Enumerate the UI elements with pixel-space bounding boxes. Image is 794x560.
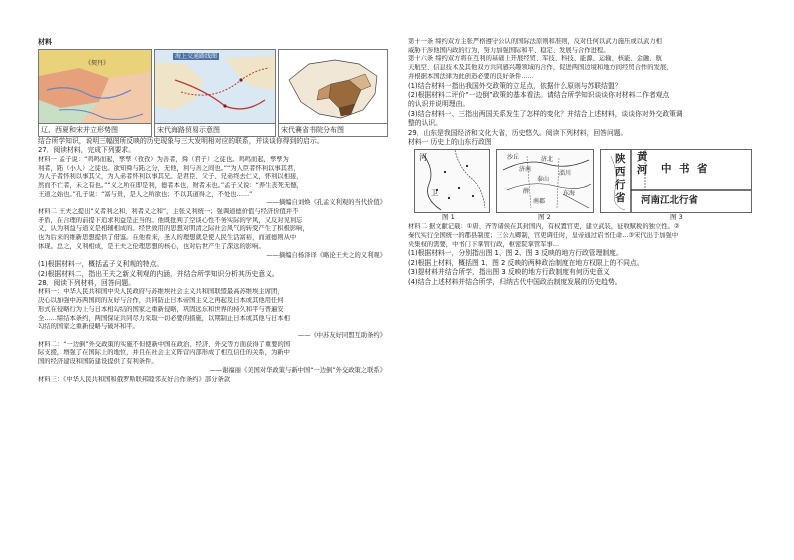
map-fig3-label-river: 河 (637, 164, 648, 177)
q27-material2-line: 材料二 王夫之提出“义者利之和，利者义之和”，主张义利统一；强调道德价值与经济价值并不 (38, 208, 299, 216)
q28-question: 的认识并说明理由。 (408, 100, 470, 109)
q29-material2-line: 秦代实行全国统一的郡县制度；三公九卿制，官吏调任时，皇帝通过诏书任命…③宋代出于加强中 (408, 232, 679, 240)
q27-material1-line: 王道之始也。”孔子说：“富与贵，是人之所欲也；不以其道得之，不处也……” (38, 190, 253, 198)
q28-material1-source: ——《中苏友好同盟互助条约》 (297, 331, 386, 339)
map-fig3-label-river: 黄 (637, 151, 648, 164)
map-fig2-label: 淄川 (559, 170, 572, 178)
figure-map-label: 海上交通路线图 (175, 53, 218, 60)
figure-liao-xixia-song (38, 49, 152, 137)
map-song-maritime-trade (155, 50, 275, 124)
figure-map-label: 《契丹》 (85, 60, 110, 67)
q28-material3-line: 材料三：《中华人民共和国和俄罗斯联邦睦邻友好合作条约》部分条款 (38, 375, 231, 383)
figure-caption: 宋代海路贸易示意图 (155, 123, 275, 136)
map-fig2-label: 南郡 (533, 198, 546, 206)
treaty-line: 威胁干涉他国内政的行为，努力加强国际和平、稳定、发展与合作进程。 (408, 46, 610, 54)
map-fig2-label: 沙丘 (507, 154, 520, 162)
q27-material2-line: 体现。总之，义利相成，是王夫之伦理思想的核心，也对后世产生了深远的影响。 (38, 242, 265, 250)
map-fig3-label-shaanxi: 省 (615, 192, 626, 205)
q29-material2-line: 央集权的需要，中书门下掌管行政，枢密院掌管军事… (408, 240, 560, 248)
q28-question: (3)结合材料一、三指出两国关系发生了怎样的变化？并结合上述材料，谈谈你对外交政策调 (408, 109, 683, 118)
q28-material1-line: 决心以加强中苏两国间的友好与合作，共同防止日本帝国主义之再起及日本或其他用任何 (38, 297, 284, 305)
q29-question: (4)结合上述材料并结合所学，归纳古代中国政治制度发展的历史趋势。 (408, 277, 622, 286)
q28-material1-line: 材料一：中华人民共和国中央人民政府与苏维埃社会主义共和国联盟最高苏维埃主席团， (38, 288, 284, 296)
q29-question: (1)根据材料一，分别指出图 1、图 2、图 3 反映的地方行政管理制度。 (408, 249, 623, 258)
map-fig3-label-henan: 河南江北行省 (641, 195, 699, 207)
q28-material1-line: 全……缔结本条约，两国保证共同尽力采取一切必要的措施，以期制止日本或其他与日本相 (38, 314, 290, 322)
map-fig3-label-shaanxi: 西 (615, 166, 626, 179)
treaty-line: 天航空、信息技术及其他双方共同感兴趣领域的合作，促进两国边境和地方间经贸合作的发展， (408, 64, 673, 72)
map-fig2-label: 济南 (519, 166, 532, 174)
map-fig3-label-shaanxi: 行 (615, 179, 626, 192)
q28-question: 整的认识。 (408, 119, 442, 128)
figure-caption: 宋代賽省书院分布图 (279, 123, 387, 136)
map-fig2-label: 泰山 (537, 176, 550, 184)
figure-song-maritime-trade (154, 49, 276, 137)
map-fig1-label: 河 (419, 153, 427, 163)
q27-material2-line: 也为后来的维新思想提供了借鉴。在他看来，圣人的理想就是使人民生活富裕，而道德则从中 (38, 234, 297, 242)
q28-question: (2)根据材料二评价“一边倒”政策的基本看法。请结合所学知识谈谈你对材料二作者观点 (408, 90, 670, 99)
q28-material1-line: 勾结的国家之重新侵略与破坏和平。 (38, 323, 139, 331)
figure-song-academies (278, 49, 388, 137)
q27-material2-line: 义，认为利益与道义是相辅相成的。经世致用的思想对明清之际社会风气的转变产生了积极影响， (38, 225, 309, 233)
map-fig1-label: 卫 (431, 189, 438, 198)
q29-question: (3)提材料并结合所学，指出图 3 反映的地方行政制度有何历史意义 (408, 268, 610, 277)
q27-material2-source: ——摘编自杨泽译《略论王夫之的义利观》 (266, 251, 386, 259)
q28-intro: 28．阅读下列材料，回答问题。 (38, 279, 136, 288)
q27-material1-line: 利者，跖（小人）之徒也。欲知舜与跖之分，无他，利与善之间也。”“为人臣者怀利以事其君， (38, 164, 300, 172)
q27-material1-source: ——摘编自刘焕《孔孟义利观的当代价值》 (266, 199, 386, 207)
q27-material1-line: 材料一 孟子说：“鸡鸣而起，孳孳（孜孜）为善者，舜（君子）之徒也。鸡鸣而起，孳孳为 (38, 155, 289, 163)
figure-caption: 辽、西夏和宋并立形势图 (39, 123, 151, 136)
map-figure-3 (600, 149, 752, 213)
treaty-line: 第十一条 缔约双方主张严格遵守公认的国际法原则和准则，反对任何以武力施压或以武力相 (408, 38, 662, 45)
q28-question: (1)结合材料一指出我国外交政策的立足点，依据什么原则与苏联结盟？ (408, 81, 622, 90)
map-song-academies (279, 50, 387, 124)
q29-intro: 29．山东是我国经济和文化大省，历史悠久。阅读下列材料，回答问题。 (408, 128, 628, 137)
map-fig2-label: 东海 (563, 190, 576, 198)
q27-question: (2)根据材料二，指出王夫之新义利观的内涵，并结合所学知识分析其历史意义。 (38, 269, 279, 278)
q29-question: (2)根据上材料，概括图 1、图 2 反映的两种政治制度在地方权限上的不同点。 (408, 258, 644, 267)
left-column (38, 38, 386, 384)
map-fig3-label-zhongshu: 省 (697, 163, 708, 176)
q28-material1-line: 形式在侵略行为上与日本相勾结的国家之重新侵略，巩固远东和世界的持久和平与普遍安 (38, 305, 284, 313)
map-figure-2 (496, 149, 594, 213)
map-fig3-label-shaanxi: 陕 (615, 153, 626, 166)
q27-intro: 27．阅读材料，完成下列要求。 (38, 146, 136, 155)
q28-material2-line: 材料二：“一边倒”外交政策的实施不但使新中国在政治、经济、外交等方面获得了重要的国 (38, 340, 291, 348)
map-fig3-label-zhongshu: 书 (679, 163, 690, 176)
figure-row (38, 49, 386, 135)
right-column (408, 38, 758, 287)
map-fig3-label-zhongshu: 中 (661, 163, 672, 176)
q28-material2-line: 国的经济建设和国防建设提供了有利条件。 (38, 358, 158, 366)
q27-question: (1)根据材料一，概括孟子义利观的特点。 (38, 260, 164, 269)
map-caption-1: 图 1 (442, 213, 455, 222)
shandong-map-row (408, 149, 758, 223)
map-figure-1 (414, 149, 490, 213)
map-fig2-label: 济北 (541, 156, 554, 164)
q26-line: 结合所学知识，说明三幅图所反映的历史现象与三大发明相对应的联系，并谈谈你得到的启示。 (38, 137, 324, 145)
q27-material1-line: 为人子者怀利以事其父，为人弟者怀利以事其兄。是君臣、父子、兄弟终去仁义，怀利以相接， (38, 173, 303, 181)
q28-material2-source: ——谢福丽《美国对华政策与新中国“一边倒”外交政策之联系》 (209, 366, 386, 374)
q28-material2-line: 际支援，增强了在国际上的地位，并且在社会主义阵营内部形成了相互信任的关系，为新中 (38, 349, 290, 357)
treaty-line: 第十六条 缔约双方将在互利的基础上开展经贸、军技、科技、能源、运输、核能、金融、航 (408, 55, 662, 63)
q27-material1-line: 然而不亡者，未之有也。”“义之所在即是利，德者本也，财者末也。”孟子又说：“养生丧死无憾， (38, 181, 303, 189)
material-heading: 材料 (38, 38, 52, 46)
q29-material2-line: 材料二 据文献记载：①唐、齐等诸侯在其封国内，有权置官吏，建立武装，征收赋税的独立性。② (408, 223, 680, 231)
map-caption-2: 图 2 (538, 213, 551, 222)
treaty-line: 并根据本国法律为此创造必要的良好条件…… (408, 72, 534, 80)
q27-material2-line: 矛盾，在合理的前提下追求利益是正当的。他既批判了空谈心性不务实际的学风，又反对见利忘 (38, 216, 303, 224)
q29-material1-title: 材料一 历史上的山东行政图 (408, 137, 492, 146)
map-caption-3: 图 3 (670, 213, 683, 222)
map-fig2-label: 薛 (523, 188, 530, 196)
